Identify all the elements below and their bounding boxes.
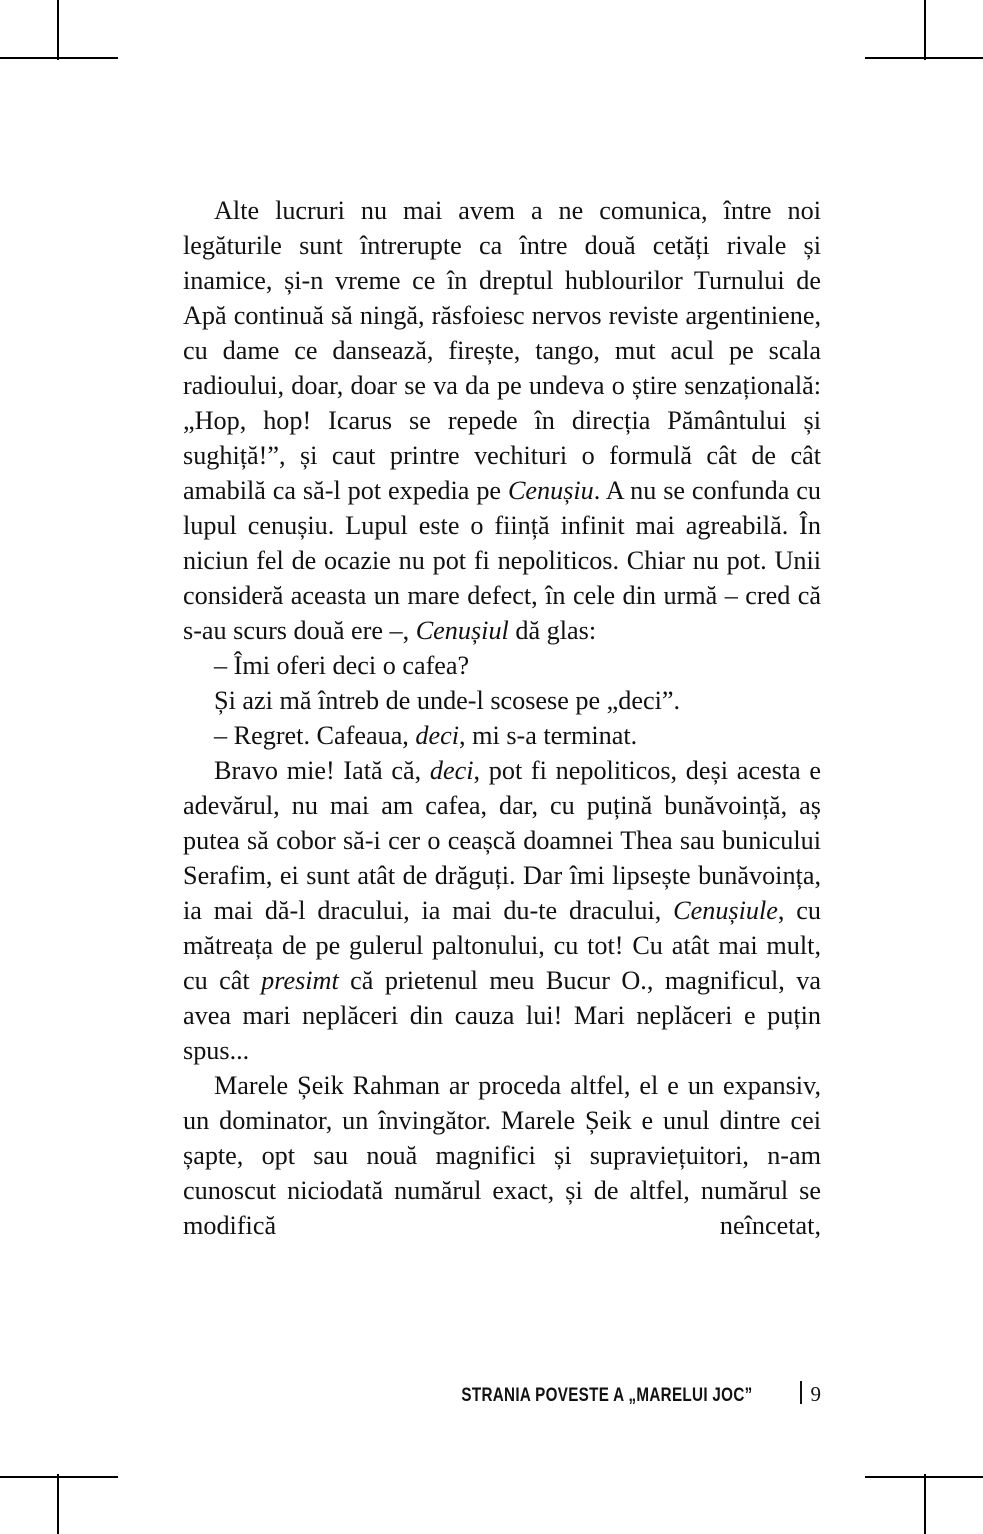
crop-mark-top-left-horizontal <box>0 57 118 59</box>
body-text: Marele Șeik Rahman ar proceda altfel, el e un expansiv, un dominator, un învingător. Marele Șeik e unul dintre cei șapte, opt sau nouă magnifici și supraviețuitori, n-am cunoscut niciodată numărul exact, și de altfel, numărul se modifică neîncetat, <box>183 1071 821 1240</box>
crop-mark-top-right-horizontal <box>865 57 983 59</box>
crop-mark-bottom-right-vertical <box>924 1474 926 1534</box>
emphasis-text: deci <box>415 721 460 750</box>
emphasis-text: presimt <box>261 966 339 995</box>
crop-mark-top-left-vertical <box>57 0 59 60</box>
page-footer <box>183 1378 821 1407</box>
body-text: , cu mătreața de pe gulerul paltonului, cu tot! Cu atât mai mult, cu cât <box>183 896 821 995</box>
paragraph <box>183 648 821 683</box>
body-text: că prietenul meu Bucur O., magnificul, va avea mari neplăceri din cauza lui! Mari neplăceri e puțin spus... <box>183 966 821 1065</box>
body-text: , mi s-a terminat. <box>459 721 638 750</box>
body-text: – Îmi oferi deci o cafea? <box>214 651 470 680</box>
crop-mark-bottom-left-vertical <box>57 1474 59 1534</box>
crop-mark-bottom-right-horizontal <box>865 1476 983 1478</box>
emphasis-text: Cenușiu <box>507 476 594 505</box>
body-text: Bravo mie! Iată că, <box>214 756 430 785</box>
paragraph <box>183 753 821 1068</box>
body-text: , pot fi nepoliticos, deși acesta e adevărul, nu mai am cafea, dar, cu puțină bunăvoință, aș putea să cobor să-i cer o ceașcă doamnei Thea sau bunicului Serafim, ei sunt atât de drăguți. Dar îmi lipsește bunăvoința, ia mai dă-l dracului, ia mai du-te dracului, <box>183 756 821 925</box>
body-text: – Regret. Cafeaua, <box>214 721 416 750</box>
footer-separator-rule <box>800 1381 801 1404</box>
emphasis-text: deci <box>429 756 474 785</box>
paragraph <box>183 718 821 753</box>
paragraph <box>183 1068 821 1278</box>
crop-mark-bottom-left-horizontal <box>0 1476 118 1478</box>
body-text: Alte lucruri nu mai avem a ne comunica, între noi legăturile sunt întrerupte ca între două cetăți rivale și inamice, și-n vreme ce în dreptul hublourilor Turnului de Apă continuă să ningă, răsfoiesc nervos reviste argentiniene, cu dame ce dansează, firește, tango, mut acul pe scala radioului, doar, doar se va da pe undeva o știre senzațională: „Hop, hop! Icarus se repede în direcția Pământului și sughiță!”, și caut printre vechituri o formulă cât de cât amabilă ca să-l pot expedia pe <box>183 196 821 505</box>
body-text: dă glas: <box>508 616 597 645</box>
paragraph <box>183 193 821 648</box>
running-title: STRANIA POVESTE A „MARELUI JOC” <box>461 1385 753 1406</box>
page-number: 9 <box>810 1382 821 1406</box>
emphasis-text: Cenușiul <box>415 616 509 645</box>
paragraph <box>183 683 821 718</box>
body-text: Și azi mă întreb de unde-l scosese pe „deci”. <box>214 686 681 715</box>
body-text: . A nu se confunda cu lupul cenușiu. Lupul este o ființă infinit mai agreabilă. În niciun fel de ocazie nu pot fi nepoliticos. Chiar nu pot. Unii consideră aceasta un mare defect, în cele din urmă – cred că s-au scurs două ere –, <box>183 476 821 645</box>
body-text-column <box>183 193 821 1278</box>
crop-mark-top-right-vertical <box>924 0 926 60</box>
emphasis-text: Cenușiule <box>673 896 778 925</box>
